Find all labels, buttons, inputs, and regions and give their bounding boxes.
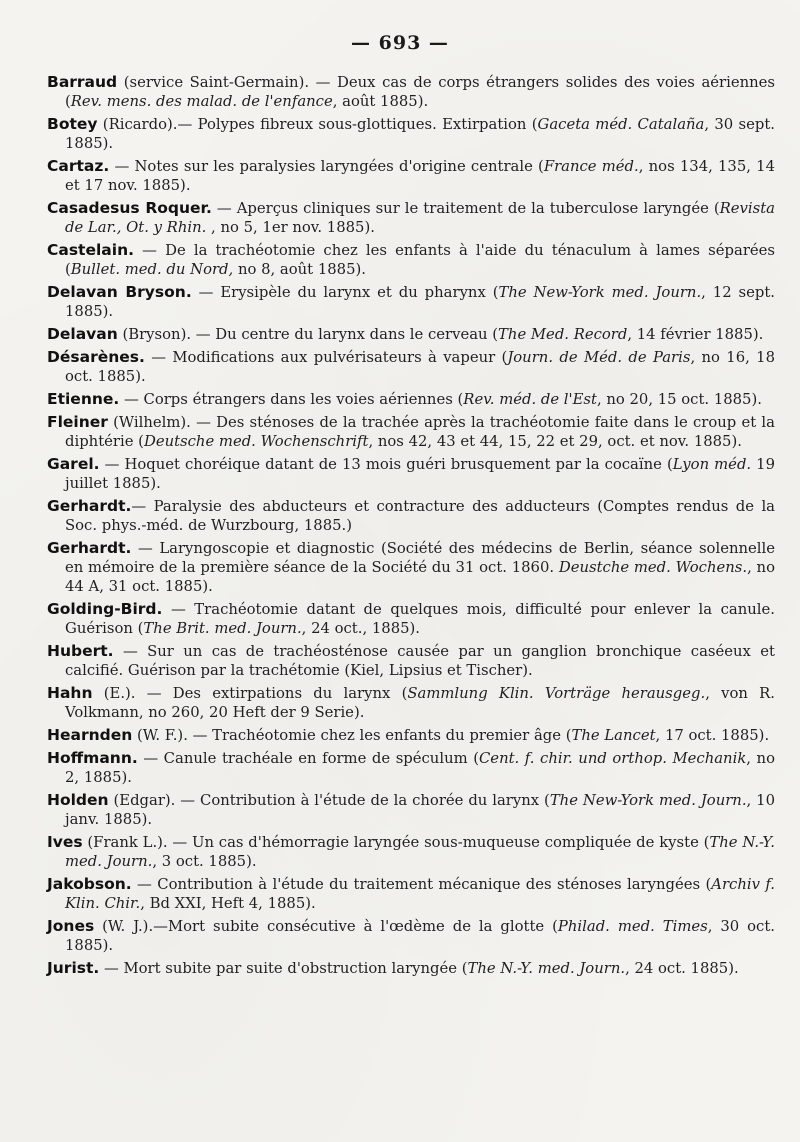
entry-author: Holden: [47, 791, 109, 810]
entry-text: — Sur un cas de trachéosténose causée par un ganglion bronchique caséeux et calcifié. Guérison par la trachétomie (Kiel, Lipsius et Tischer).: [65, 642, 775, 679]
entry-text: , no 44 A, 31 oct. 1885).: [65, 559, 775, 595]
entry-text: , 24 oct., 1885).: [301, 619, 420, 637]
entry-text: (Wilhelm). — Des sténoses de la trachée après la trachéotomie faite dans le croup et la diphtérie (: [65, 414, 775, 451]
entry-source-title: Deustche med. Wochens.: [558, 559, 748, 577]
entry-text: , no 2, 1885).: [65, 750, 775, 786]
entry-text: — De la trachéotomie chez les enfants à l'aide du ténaculum à lames séparées (: [65, 241, 775, 278]
entry-source-title: The Brit. med. Journ.: [143, 619, 302, 637]
entry-text: — Erysipèle du larynx et du pharynx (: [191, 283, 499, 301]
entry-source-title: Rev. mens. des malad. de l'enfance: [70, 92, 333, 110]
entry-author: Delavan: [47, 324, 118, 343]
entry-author: Ives: [47, 833, 83, 852]
entry-text: , 10 janv. 1885).: [65, 792, 775, 828]
entry-text: , 12 sept. 1885).: [65, 283, 775, 320]
entry-text: — Notes sur les paralysies laryngées d'origine centrale (: [109, 157, 544, 175]
bibliography-entry: [47, 455, 775, 494]
entry-text: — Modifications aux pulvérisateurs à vapeur (: [144, 349, 508, 367]
entry-source-title: The New-York med. Journ.: [498, 283, 702, 301]
bibliography-entry: [47, 283, 775, 322]
entry-text: (Edgar). — Contribution à l'étude de la chorée du larynx (: [108, 792, 550, 810]
page-number: — 693 —: [351, 32, 449, 54]
bibliography-entry: [47, 791, 775, 830]
entry-author: Botey: [47, 114, 98, 133]
entry-text: — Canule trachéale en forme de spéculum (: [137, 750, 479, 768]
bibliography-entry: [47, 325, 775, 345]
entry-source-title: Rev. méd. de l'Est: [463, 391, 597, 409]
entry-text: , nos 42, 43 et 44, 15, 22 et 29, oct. et nov. 1885).: [368, 433, 742, 451]
entry-text: , nos 134, 135, 14 et 17 nov. 1885).: [65, 157, 775, 194]
entry-text: , 30 oct. 1885).: [65, 918, 775, 954]
entry-text: , no 5, 1er nov. 1885).: [206, 218, 375, 236]
entry-source-title: Archiv f. Klin. Chir.: [65, 876, 775, 912]
bibliography-entry: [47, 497, 775, 536]
entry-text: 19 juillet 1885).: [65, 456, 776, 493]
entry-text: (Bryson). — Du centre du larynx dans le cerveau (: [117, 325, 499, 343]
entry-text: , août 1885).: [332, 92, 429, 110]
bibliography-entry: [47, 157, 775, 196]
entry-source-title: Philad. med. Times: [557, 918, 708, 936]
bibliography-entry: [47, 115, 775, 154]
bibliography-entry: [47, 684, 775, 723]
entry-text: , 14 février 1885).: [627, 325, 764, 343]
entry-author: Jakobson.: [47, 875, 132, 894]
entry-source-title: Gaceta méd. Catalaña: [537, 115, 705, 133]
entry-author: Jurist.: [47, 959, 100, 978]
entry-source-title: The Med. Record: [498, 325, 628, 343]
entry-source-title: The Lancet: [571, 726, 656, 744]
entry-author: Etienne.: [47, 390, 120, 409]
entry-text: — Corps étrangers dans les voies aériennes (: [119, 391, 464, 409]
entry-text: , 30 sept. 1885).: [65, 115, 775, 152]
entry-author: Gerhardt.: [47, 497, 132, 516]
entry-text: — Laryngoscopie et diagnostic (Société des médecins de Berlin, séance solennelle en mémoire de la première séance de la Société du 31 oct. 1860.: [65, 540, 775, 577]
bibliography-entry: [47, 199, 775, 238]
bibliography-entry: [47, 413, 775, 452]
entry-text: — Mort subite par suite d'obstruction laryngée (: [99, 960, 468, 978]
bibliography-entry: [47, 600, 775, 639]
bibliography-entry: [47, 749, 775, 788]
entry-text: , 3 oct. 1885).: [152, 852, 257, 870]
entry-text: , no 20, 15 oct. 1885).: [596, 391, 762, 409]
entry-text: (W. F.). — Trachéotomie chez les enfants du premier âge (: [132, 726, 572, 744]
entry-text: — Hoquet choréique datant de 13 mois guéri brusquement par la cocaïne (: [99, 456, 673, 474]
bibliography-entry: [47, 959, 775, 979]
entry-source-title: Bullet. med. du Nord,: [70, 260, 234, 278]
entry-author: Désarènes.: [47, 348, 145, 367]
entry-text: — Contribution à l'étude du traitement mécanique des sténoses laryngées (: [131, 876, 712, 894]
bibliography-entry: [47, 390, 775, 410]
entry-source-title: Journ. de Méd. de Paris: [507, 349, 691, 367]
entry-text: , 24 oct. 1885).: [625, 960, 739, 978]
bibliography-entry: [47, 917, 775, 956]
entry-text: , no 16, 18 oct. 1885).: [65, 349, 776, 385]
bibliography-entry: [47, 642, 775, 681]
entry-author: Castelain.: [47, 240, 134, 259]
entry-author: Casadesus Roquer.: [47, 198, 212, 217]
entry-text: — Aperçus cliniques sur le traitement de la tuberculose laryngée (: [211, 199, 720, 217]
entry-author: Hahn: [47, 683, 93, 702]
entry-source-title: Deutsche med. Wochenschrift: [143, 433, 369, 451]
entry-text: (Frank L.). — Un cas d'hémorragie laryngée sous-muqueuse compliquée de kyste (: [82, 834, 710, 852]
bibliography-list: [47, 73, 775, 982]
bibliography-entry: [47, 726, 775, 746]
bibliography-entry: [47, 539, 775, 596]
entry-source-title: The New-York med. Journ.: [549, 792, 747, 810]
entry-author: Hoffmann.: [47, 749, 138, 768]
entry-text: no 8, août 1885).: [233, 260, 366, 278]
entry-text: , von R. Volkmann, no 260, 20 Heft der 9 Serie).: [65, 684, 775, 721]
entry-author: Barraud: [47, 73, 118, 91]
entry-source-title: The N.-Y. med. Journ.: [65, 834, 775, 870]
entry-text: (Ricardo).— Polypes fibreux sous-glottiques. Extirpation (: [97, 115, 538, 133]
entry-author: Gerhardt.: [47, 539, 132, 558]
entry-author: Fleiner: [47, 413, 108, 432]
entry-source-title: Revista de Lar., Ot. y Rhin.: [65, 199, 776, 236]
entry-author: Delavan Bryson.: [47, 282, 192, 301]
entry-text: (E.). — Des extirpations du larynx (: [92, 684, 408, 702]
entry-source-title: Sammlung Klin. Vorträge herausgeg.: [407, 684, 706, 702]
entry-author: Cartaz.: [47, 156, 110, 175]
bibliography-entry: [47, 73, 775, 112]
bibliography-entry: [47, 348, 775, 387]
entry-source-title: France méd.: [543, 157, 639, 175]
entry-source-title: Cent. f. chir. und orthop. Mechanik: [478, 750, 747, 768]
entry-text: — Paralysie des abducteurs et contracture des adducteurs (Comptes rendus de la Soc. phys.-méd. de Wurzbourg, 1885.): [65, 498, 775, 535]
entry-source-title: Lyon méd.: [672, 456, 752, 474]
entry-text: (service Saint-Germain). — Deux cas de corps étrangers solides des voies aériennes (: [65, 74, 775, 110]
entry-text: — Trachéotomie datant de quelques mois, difficulté pour enlever la canule. Guérison (: [65, 601, 775, 637]
bibliography-entry: [47, 875, 775, 914]
entry-author: Hearnden: [47, 725, 133, 744]
bibliography-entry: [47, 833, 775, 872]
entry-source-title: The N.-Y. med. Journ.: [467, 960, 626, 978]
entry-author: Jones: [47, 917, 95, 936]
entry-text: , 17 oct. 1885).: [655, 726, 770, 744]
entry-author: Garel.: [47, 455, 100, 474]
entry-text: (W. J.).—Mort subite consécutive à l'œdème de la glotte (: [94, 918, 558, 936]
bibliography-entry: [47, 241, 775, 280]
entry-author: Hubert.: [47, 641, 114, 660]
entry-author: Golding-Bird.: [47, 600, 163, 618]
entry-text: , Bd XXI, Heft 4, 1885).: [140, 894, 316, 912]
